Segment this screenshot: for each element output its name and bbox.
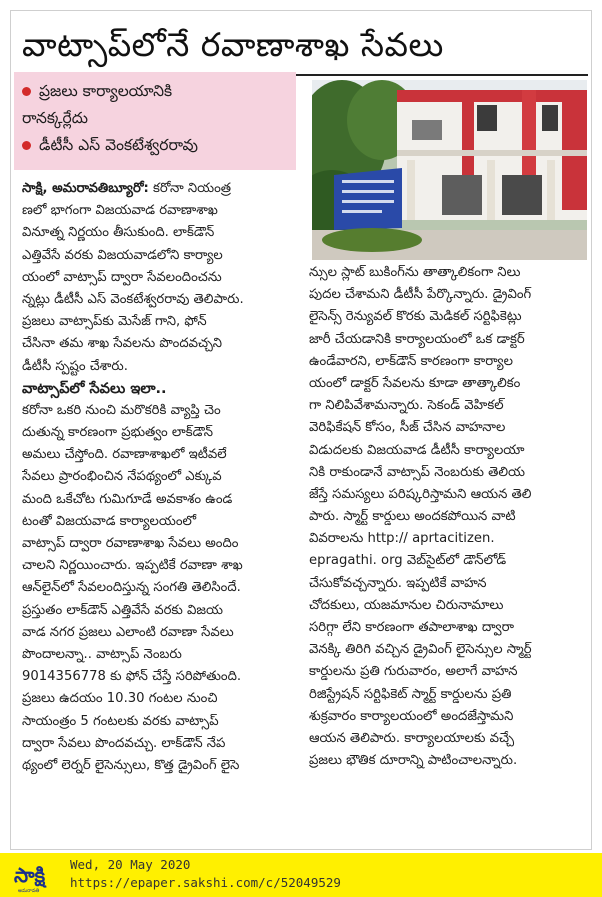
article-line: జారీ చేయడానికి కార్యాలయంలో ఒక డాక్టర్‌ — [309, 331, 525, 347]
article-line: దుతున్న కారణంగా ప్రభుత్వం లాక్‌డౌన్‌ — [22, 425, 214, 441]
dateline-rest: కరోనా నియంత్ర — [148, 181, 232, 196]
article-line: సేవలు ప్రారంభించిన నేపథ్యంలో ఎక్కువ — [22, 469, 222, 485]
sakshi-logo — [6, 859, 62, 894]
transport-office-building-image — [312, 80, 587, 260]
article-line: యంలో వాట్సాప్‌ ద్వారా సేవలందించను — [22, 269, 222, 285]
highlight-text: ప్రజలు కార్యాలయానికి — [39, 82, 173, 100]
edition-date: Wed, 20 May 2020 — [70, 857, 191, 872]
bullet-icon — [22, 141, 31, 150]
article-line: ప్రస్తుతం లాక్‌డౌన్‌ ఎత్తివేసే వరకు విజయ — [22, 602, 224, 618]
article-line: ఉండేవారని, లాక్‌డౌన్‌ కారణంగా కార్యాల — [309, 353, 513, 369]
article-line: చోదకులు, యజమానుల చిరునామాలు — [309, 597, 504, 613]
article-line: ప్రజలు వాట్సాప్‌కు మెసేజ్‌ గాని, ఫోన్‌ — [22, 314, 207, 330]
highlight-item — [22, 78, 288, 105]
article-right-column — [309, 262, 581, 772]
article-line: విడుదలకు విజయవాడ డీటీసీ కార్యాలయా — [309, 442, 525, 458]
article-line: చాలని నిర్ణయించారు. ఇప్పటికే రవాణా శాఖ — [22, 558, 243, 574]
article-line: వివరాలను http:// aprtacitizen. — [309, 531, 495, 547]
article-line: 9014356778 కు ఫోన్‌ చేస్తే సరిపోతుంది. — [22, 669, 242, 685]
article-line: గా నిలిపివేశామన్నారు. సెకండ్‌ వెహికల్‌ — [309, 398, 504, 414]
article-left-column — [22, 178, 294, 777]
article-line: న్సుల స్లాట్‌ బుకింగ్‌ను తాత్కాలికంగా నిలు — [309, 265, 521, 280]
article-line — [22, 178, 294, 200]
edition-url[interactable]: https://epaper.sakshi.com/c/52049529 — [70, 875, 341, 890]
article-line: యంలో డాక్టర్‌ సేవలను కూడా తాత్కాలికం — [309, 375, 521, 391]
article-line: చేసినా తమ శాఖ సేవలను పొందవచ్చని — [22, 336, 223, 352]
article-subheading: వాట్సాప్‌లో సేవలు ఇలా.. — [22, 380, 167, 397]
article-line: ణలో భాగంగా విజయవాడ రవాణాశాఖ — [22, 203, 218, 219]
article-line: పుదల చేశామని డీటీసీ పేర్కొన్నారు. డ్రైవింగ్‌ — [309, 287, 532, 303]
epaper-footer-bar — [0, 853, 602, 897]
article-line: లైసెన్స్‌ రెన్యువల్‌ కొరకు మెడికల్‌ సర్టిఫికెట్లు — [309, 309, 522, 325]
highlight-item — [22, 132, 288, 159]
article-line: కార్డులను ప్రతి గురువారం, అలాగే వాహన — [309, 664, 518, 680]
highlight-item-continued — [22, 105, 288, 132]
bullet-icon — [22, 87, 31, 96]
article-line: పారు. స్మార్ట్‌ కార్డులు అందకపోయిన వాటి — [309, 509, 516, 525]
office-photo — [312, 80, 587, 260]
article-line: రిజిస్ట్రేషన్‌ సర్టిఫికెట్‌ స్మార్ట్‌ కార్డులను ప్రతి — [309, 686, 512, 702]
article-line: ద్వారా సేవలు పొందవచ్చు. లాక్‌డౌన్‌ నేప — [22, 735, 226, 751]
article-line: వెనక్కి తిరిగి వచ్చిన డ్రైవింగ్‌ లైసెన్సుల స్మార్ట్‌ — [309, 642, 532, 658]
article-line: వాడ నగర ప్రజలు ఎలాంటి రవాణా సేవలు — [22, 624, 234, 640]
dateline: సాక్షి, అమరావతిబ్యూరో: — [22, 181, 149, 196]
article-line: అమలు చేస్తోంది. రవాణాశాఖలో ఇటీవలే — [22, 447, 227, 463]
edition-meta — [70, 856, 341, 892]
highlight-text: డీటీసీ ఎస్‌ వెంకటేశ్వరరావు — [39, 136, 198, 154]
article-line: థ్యంలో లెర్నర్‌ లైసెన్సులు, కొత్త డ్రైవింగ్‌ లైసె — [22, 757, 240, 773]
article-line: వాట్సాప్‌ ద్వారా రవాణాశాఖ సేవలు అందిం — [22, 536, 239, 551]
logo-text: సాక్షి — [14, 863, 46, 887]
article-line: ఆయన తెలిపారు. కార్యాలయాలకు వచ్చే — [309, 730, 515, 746]
article-line: పొందాలన్నా.. వాట్సాప్‌ నెంబరు — [22, 646, 182, 662]
logo-subtext: అమరావతి — [18, 888, 40, 894]
article-line: వినూత్న నిర్ణయం తీసుకుంది. లాక్‌డౌన్‌ — [22, 225, 215, 241]
article-line: జేస్తే సమస్యలు పరిష్కరిస్తామని ఆయన తెలి — [309, 486, 532, 502]
article-line: కరోనా ఒకరి నుంచి మరొకరికి వ్యాప్తి చెం — [22, 402, 221, 418]
article-line: సరిగ్గా లేని కారణంగా తపాలాశాఖ ద్వారా — [309, 620, 514, 635]
article-line: శుక్రవారం కార్యాలయంలో అందజేస్తామని — [309, 708, 514, 724]
article-line: ఎత్తివేసే వరకు విజయవాడలోని కార్యాల — [22, 247, 223, 263]
article-line: ప్రజలు భౌతిక దూరాన్ని పాటించాలన్నారు. — [309, 753, 518, 769]
article-line: చేసుకోవచ్చన్నారు. ఇప్పటికే వాహన — [309, 575, 487, 591]
article-line: సాయంత్రం 5 గంటలకు వరకు వాట్సాప్‌ — [22, 713, 219, 729]
article-line: epragathi. org వెబ్‌సైట్‌లో డౌన్‌లోడ్‌ — [309, 553, 507, 569]
article-line: ఆన్‌లైన్‌లో సేవలందిస్తున్న సంగతి తెలిసిందే. — [22, 580, 241, 596]
article-line: వెరిఫికేషన్‌ కోసం, సీజ్‌ చేసిన వాహనాల — [309, 420, 506, 436]
article-line: డీటీసీ స్పష్టం చేశారు. — [22, 358, 128, 374]
article-headline: వాట్సాప్‌లోనే రవాణాశాఖ సేవలు — [22, 25, 444, 64]
highlight-text: రానక్కర్లేదు — [22, 109, 88, 127]
highlights-box — [14, 72, 296, 170]
article-line: న్నట్లు డీటీసీ ఎస్‌ వెంకటేశ్వరరావు తెలిపారు. — [22, 291, 244, 307]
article-line: ప్రజలు ఉదయం 10.30 గంటల నుంచి — [22, 691, 218, 707]
article-line: టంతో విజయవాడ కార్యాలయంలో — [22, 513, 197, 529]
article-line: నికి రాకుండానే వాట్సాప్‌ నెంబరుకు తెలియ — [309, 464, 525, 480]
article-line: మంది ఒకేచోట గుమిగూడే అవకాశం ఉండ — [22, 491, 233, 507]
